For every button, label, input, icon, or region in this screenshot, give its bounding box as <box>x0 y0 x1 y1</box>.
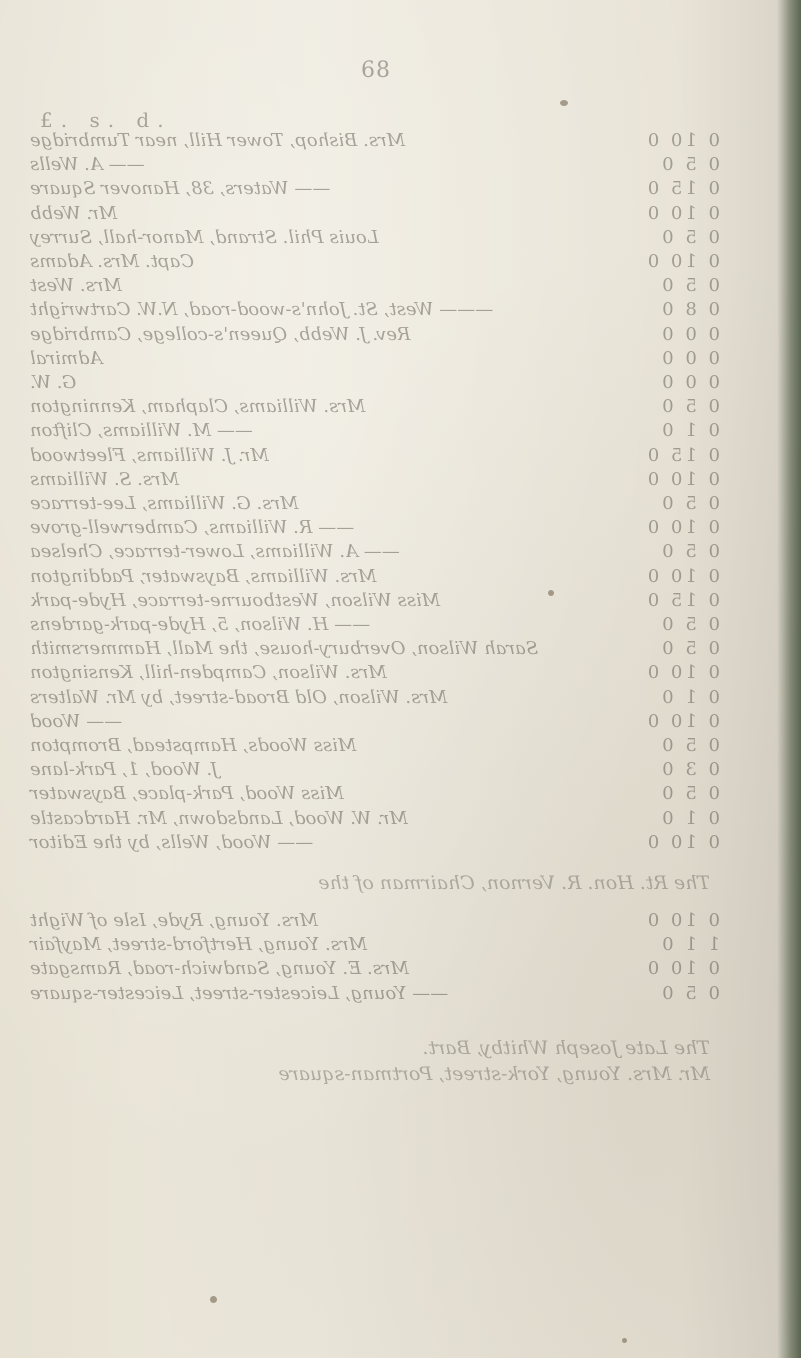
amount: 0 5 0 <box>659 982 720 1004</box>
amount: 0 5 0 <box>659 275 720 297</box>
subscriber-name: J. Wood, 1, Park-lane <box>30 759 219 781</box>
subscriber-name: —— Wood, Wells, by the Editor <box>30 831 314 853</box>
footer-line: Mr. Mrs. Young, York-street, Portman-square <box>278 1062 710 1085</box>
amount: 0 5 0 <box>659 541 720 563</box>
amount: 0 10 0 <box>644 831 720 853</box>
subscriber-name: Miss Wood, Park-place, Bayswater <box>30 783 344 805</box>
subscriber-name: Admiral <box>30 347 103 369</box>
foxing-spot <box>622 1338 627 1343</box>
amount: 0 5 0 <box>659 614 720 635</box>
subscriber-name: —— Young, Leicester-street, Leicester-square <box>30 982 449 1004</box>
amount: 0 10 0 <box>644 565 720 587</box>
amount: 0 3 0 <box>659 759 720 781</box>
amount: 0 10 0 <box>644 251 720 272</box>
column-heads: £. s. d. <box>40 108 172 132</box>
amount: 0 5 0 <box>659 154 720 176</box>
subscriber-name: —— M. Williams, Clifton <box>30 420 253 442</box>
foxing-spot <box>548 590 554 596</box>
amount: 0 10 0 <box>644 958 720 980</box>
amount: 0 15 0 <box>644 444 720 466</box>
amount: 0 1 0 <box>659 420 720 442</box>
amount: 0 5 0 <box>659 638 720 660</box>
amount: 0 10 0 <box>644 130 720 151</box>
page-number: 68 <box>361 58 391 83</box>
subscriber-name: Capt. Mrs. Adams <box>30 251 194 272</box>
subscriber-name: Mr. J. Williams, Fleetwood <box>30 444 269 466</box>
subscriber-name: Miss Woods, Hampstead, Brompton <box>30 735 357 756</box>
subscriber-name: —— A. Williams, Lower-terrace, Chelsea <box>30 541 400 563</box>
amount: 0 8 0 <box>659 299 720 321</box>
amount: 0 15 0 <box>644 589 720 611</box>
section-heading: The Rt. Hon. R. Vernon, Chairman of the <box>318 872 710 894</box>
subscriber-name: Miss Wilson, Westbourne-terrace, Hyde-park <box>30 589 441 611</box>
amount: 0 5 0 <box>659 493 720 514</box>
subscriber-name: —— R. Williams, Camberwell-grove <box>30 517 355 539</box>
amount: 0 5 0 <box>659 396 720 418</box>
subscriber-name: Mr. Webb <box>30 202 118 224</box>
foxing-spot <box>560 100 568 106</box>
amount: 0 10 0 <box>644 710 720 732</box>
subscriber-name: Mrs. Bishop, Tower Hill, near Tumbridge <box>30 130 406 151</box>
subscriber-name: Sarah Wilson, Overbury-house, the Mall, Hammersmith <box>30 638 539 660</box>
subscriber-name: Mrs. S. Williams <box>30 468 180 490</box>
amount: 0 10 0 <box>644 202 720 224</box>
amount: 0 10 0 <box>644 517 720 539</box>
subscriber-name: Mrs. Wilson, Old Broad-street, by Mr. Walters <box>30 686 448 708</box>
subscriber-name: Mrs. Young, Hertford-street, Mayfair <box>30 934 368 956</box>
list-item <box>30 983 730 1011</box>
amount: 0 10 0 <box>644 662 720 684</box>
amount: 0 1 0 <box>659 686 720 708</box>
subscriber-name: Mrs. G. Williams, Lee-terrace <box>30 493 299 514</box>
subscriber-name: Mrs. Young, Ryde, Isle of Wight <box>30 910 319 931</box>
amount: 0 1 0 <box>659 807 720 829</box>
subscriber-name: Mr. W. Wood, Landsdown, Mr. Hardcastle <box>30 807 408 829</box>
footer-line: The Late Joseph Whitby, Bart. <box>422 1036 710 1059</box>
amount: 1 1 0 <box>659 934 720 956</box>
amount: 0 5 0 <box>659 783 720 805</box>
amount: 0 15 0 <box>644 178 720 200</box>
amount: 0 10 0 <box>644 468 720 490</box>
subscriber-name: Mrs. Wilson, Campden-hill, Kensington <box>30 662 387 684</box>
subscriber-name: Mrs. E. Young, Sandwich-road, Ramsgate <box>30 958 409 980</box>
list-item <box>30 832 730 860</box>
amount: 0 0 0 <box>659 347 720 369</box>
subscriber-name: G. W. <box>30 372 77 393</box>
amount: 0 10 0 <box>644 910 720 931</box>
foxing-spot <box>210 1296 217 1303</box>
amount: 0 0 0 <box>659 372 720 393</box>
subscriber-name: —— A. Wells <box>30 154 145 176</box>
subscriber-name: —— Waters, 38, Hanover Square <box>30 178 331 200</box>
subscriber-name: —— H. Wilson, 5, Hyde-park-gardens <box>30 614 371 635</box>
amount: 0 5 0 <box>659 226 720 248</box>
subscriber-name: Mrs. West <box>30 275 122 297</box>
subscriber-name: Mrs. Williams, Clapham, Kennington <box>30 396 366 418</box>
subscriber-name: Rev. J. Webb, Queen's-college, Cambridge <box>30 323 411 345</box>
subscriber-name: Louis Phil. Strand, Manor-hall, Surrey <box>30 226 379 248</box>
subscriber-name: ——— West, St. John's-wood-road, N.W. Cartwright <box>30 299 494 321</box>
subscriber-name: —— Wood <box>30 710 123 732</box>
page-edge-shadow <box>777 0 801 1358</box>
amount: 0 5 0 <box>659 735 720 756</box>
amount: 0 0 0 <box>659 323 720 345</box>
subscriber-name: Mrs. Williams, Bayswater, Paddington <box>30 565 377 587</box>
